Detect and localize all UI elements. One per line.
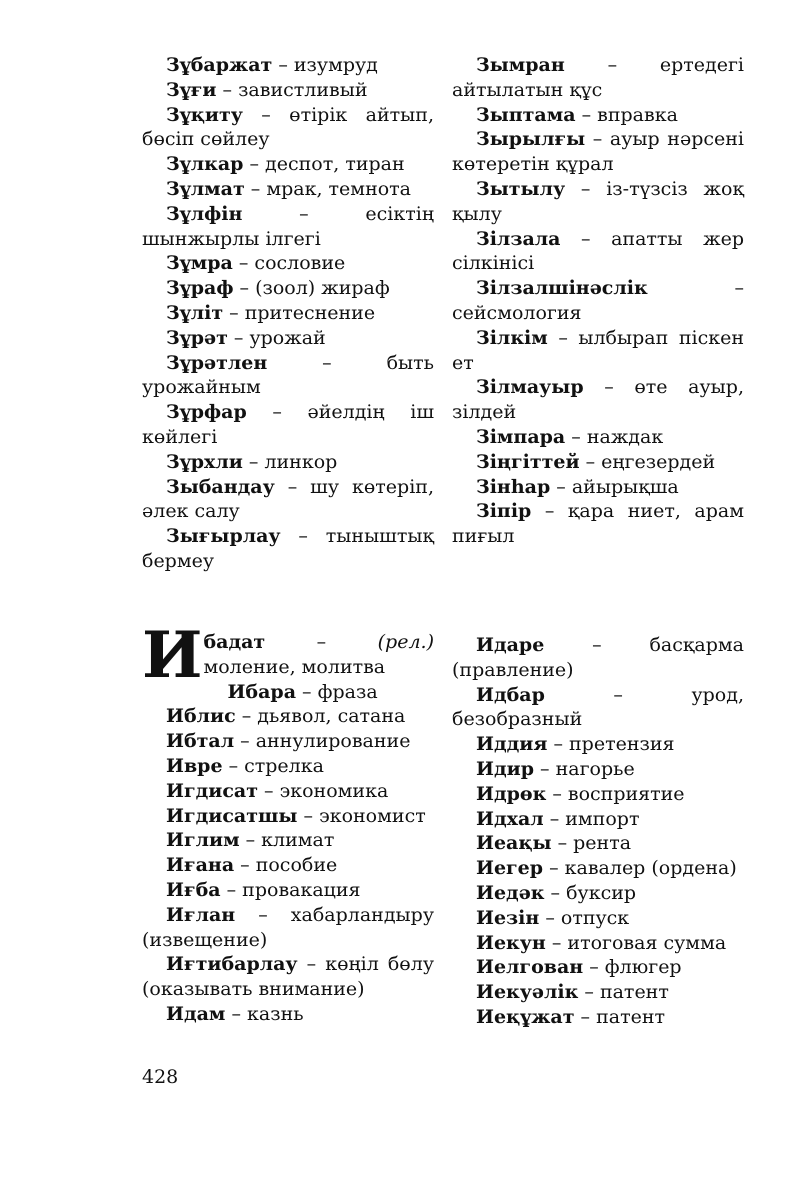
dictionary-entry: [142, 754, 434, 779]
entry-definition: – экономика: [258, 779, 389, 802]
dictionary-entry: [142, 952, 434, 1002]
dictionary-entry: [452, 807, 744, 832]
dictionary-entry: [452, 127, 744, 177]
entry-headword: Зұрхли: [166, 450, 243, 473]
entry-headword: Зұрәтлен: [166, 351, 268, 374]
entry-headword: Иғтибарлау: [166, 953, 298, 976]
dictionary-entry: [452, 177, 744, 227]
dictionary-entry: [452, 633, 744, 683]
entry-headword: Зұғи: [166, 78, 217, 101]
dictionary-entry: [452, 955, 744, 980]
dictionary-entry: [142, 704, 434, 729]
entry-definition: – еңгезердей: [579, 450, 716, 473]
entry-headword: Ибтал: [166, 730, 235, 753]
entry-headword: Ивре: [166, 754, 223, 777]
dictionary-entry: [452, 906, 744, 931]
dictionary-entry: [452, 450, 744, 475]
entry-headword: Иекуәлік: [476, 981, 579, 1004]
entry-headword: Идбар: [476, 683, 545, 706]
dictionary-entry: [142, 524, 434, 574]
entry-headword: Зұраф: [166, 277, 234, 300]
entry-definition: – буксир: [544, 881, 637, 904]
entry-definition: – шу көтеріп, әлек салу: [142, 475, 434, 523]
entry-definition: – есіктің шынжырлы ілгегі: [142, 202, 434, 250]
dictionary-entry: [452, 1005, 744, 1030]
dictionary-entry: [142, 400, 434, 450]
entry-definition: – притеснение: [223, 301, 376, 324]
entry-headword: Идхал: [476, 807, 544, 830]
entry-headword: Иеқұжат: [476, 1005, 575, 1028]
dictionary-entry: [142, 779, 434, 804]
section-i-left-column: [142, 618, 434, 1027]
page-number: 428: [142, 1066, 179, 1088]
top-right-column: [452, 53, 744, 549]
entry-definition: – мрак, темнота: [244, 177, 412, 200]
dictionary-entry: [452, 227, 744, 277]
entry-definition: – нагорье: [534, 757, 635, 780]
entry-headword: Иелгован: [476, 956, 584, 979]
entry-dash: –: [265, 631, 378, 653]
dictionary-entry: [142, 301, 434, 326]
dictionary-entry: [142, 903, 434, 953]
entry-headword: Зытылу: [476, 177, 566, 200]
entry-definition: – ертедегі айтылатын құс: [452, 54, 744, 101]
entry-definition: – қара ниет, арам пиғыл: [452, 500, 744, 548]
entry-definition: – урожай: [227, 326, 326, 349]
entry-headword: Идир: [476, 757, 534, 780]
entry-definition: – із-түзсіз жоқ қылу: [452, 177, 744, 225]
dictionary-entry: [142, 326, 434, 351]
entry-definition: – изумруд: [272, 54, 378, 76]
dictionary-entry: [142, 853, 434, 878]
dictionary-entry: [452, 831, 744, 856]
entry-headword: Иғлан: [166, 903, 236, 926]
entry-definition: – провакация: [220, 878, 361, 901]
dictionary-entry: [142, 828, 434, 853]
entry-definition: – ылбырап піскен ет: [452, 326, 744, 374]
entry-definition: – дьявол, сатана: [235, 705, 406, 728]
entry-headword: Зілзала: [476, 227, 561, 250]
entry-headword: Зіңгіттей: [476, 450, 580, 473]
entry-headword: Иғана: [166, 854, 235, 877]
entry-definition: – фраза: [296, 680, 378, 703]
entry-headword: Зұрәт: [166, 326, 228, 349]
entry-headword: Зұліт: [166, 301, 224, 324]
entry-headword: Зұбаржат: [166, 54, 273, 76]
entry-list: [142, 680, 434, 1027]
entry-label: (рел.): [377, 631, 434, 653]
entry-definition: – аннулирование: [234, 730, 411, 753]
entry-headword: Зілкім: [476, 326, 548, 349]
entry-headword: Зімпара: [476, 425, 566, 448]
entry-definition: – сословие: [232, 252, 346, 275]
entry-headword: Зұмра: [166, 252, 233, 275]
dictionary-entry: [142, 251, 434, 276]
entry-definition: – экономист: [297, 804, 426, 827]
dictionary-entry: [452, 732, 744, 757]
entry-definition: – казнь: [225, 1002, 304, 1025]
entry-definition: – отпуск: [539, 906, 630, 929]
dictionary-entry: [142, 276, 434, 301]
dictionary-entry: [452, 326, 744, 376]
entry-definition: – вправка: [575, 103, 678, 126]
dictionary-entry: [452, 856, 744, 881]
entry-definition: – урод, безобразный: [452, 683, 744, 731]
entry-definition: – өте ауыр, зілдей: [452, 376, 744, 424]
dictionary-entry: [452, 980, 744, 1005]
dictionary-entry: [142, 1002, 434, 1027]
entry-definition: – сейсмология: [452, 277, 744, 324]
entry-definition: – апатты жер сілкінісі: [452, 227, 744, 275]
entry-headword: Игдисат: [166, 779, 259, 802]
entry-headword: Иблис: [166, 705, 236, 728]
dictionary-entry: [142, 202, 434, 252]
entry-definition: – флюгер: [583, 956, 682, 979]
entry-headword: Зінһар: [476, 475, 551, 498]
entry-definition: – линкор: [242, 450, 338, 473]
entry-headword: Зыптама: [476, 103, 576, 126]
entry-headword: Зырылғы: [476, 128, 586, 151]
dictionary-entry: [142, 804, 434, 829]
dictionary-entry: [452, 881, 744, 906]
entry-definition: – восприятие: [546, 782, 685, 805]
entry-headword: Зілмауыр: [476, 376, 584, 399]
dictionary-entry: [142, 878, 434, 903]
entry-definition: – быть урожайным: [142, 351, 434, 399]
entry-headword: Зұлмат: [166, 177, 245, 200]
entry-definition: – завистливый: [216, 78, 368, 101]
entry-headword: Иддия: [476, 733, 548, 756]
dictionary-entry: [142, 177, 434, 202]
entry-headword: Зіпір: [476, 500, 532, 523]
dictionary-entry: [452, 782, 744, 807]
entry-definition: – ауыр нәрсені көтеретін құрал: [452, 128, 744, 176]
dictionary-entry: [142, 475, 434, 525]
section-drop-cap: И: [142, 618, 203, 693]
dictionary-entry: [452, 499, 744, 549]
dictionary-entry: [142, 53, 434, 78]
entry-headword: Зілзалшінәслік: [476, 277, 648, 300]
dictionary-entry: [452, 276, 744, 326]
entry-definition: – (зоол) жираф: [233, 277, 390, 300]
entry-headword: Зұлкар: [166, 153, 244, 176]
entry-headword: Зығырлау: [166, 525, 281, 548]
entry-definition: – өтірік айтып, бөсіп сөйлеу: [142, 103, 434, 151]
entry-definition: – рента: [551, 832, 632, 855]
dictionary-entry: [452, 683, 744, 733]
entry-definition: – кавалер (ордена): [543, 857, 737, 880]
entry-headword: Ибара: [227, 680, 297, 703]
entry-headword: Иглим: [166, 829, 240, 852]
entry-definition: – деспот, тиран: [243, 153, 405, 176]
entry-definition: – айырықша: [550, 475, 679, 498]
entry-headword: Зұрфар: [166, 401, 247, 424]
entry-headword: Идам: [166, 1002, 226, 1025]
entry-headword: Иезін: [476, 906, 540, 929]
entry-definition: – климат: [239, 829, 335, 852]
entry-headword: Идаре: [476, 634, 545, 656]
entry-headword: Зымран: [476, 54, 565, 76]
section-i-right-column: [452, 633, 744, 1030]
entry-definition: – басқарма (правление): [452, 634, 744, 681]
dictionary-entry: [142, 729, 434, 754]
dictionary-entry: [452, 375, 744, 425]
entry-headword: Зұлфін: [166, 202, 243, 225]
entry-definition: – көңіл бөлу (оказывать внимание): [142, 953, 434, 1001]
entry-headword: Иекун: [476, 931, 546, 954]
entry-headword: Игдисатшы: [166, 804, 298, 827]
dictionary-entry: [452, 53, 744, 103]
dictionary-entry: [452, 931, 744, 956]
entry-headword: Идрөк: [476, 782, 547, 805]
entry-headword: Иғба: [166, 878, 221, 901]
dictionary-entry: [142, 152, 434, 177]
entry-headword: Иеақы: [476, 832, 552, 855]
dictionary-entry: [142, 78, 434, 103]
entry-headword: Иедәк: [476, 881, 545, 904]
dictionary-entry: [452, 757, 744, 782]
dictionary-entry: [142, 351, 434, 401]
dictionary-entry: [142, 450, 434, 475]
dictionary-entry: [452, 425, 744, 450]
entry-definition: – патент: [574, 1005, 666, 1028]
entry-definition: – наждак: [565, 425, 664, 448]
entry-definition: – әйелдің іш көйлегі: [142, 401, 434, 448]
dictionary-entry: [142, 103, 434, 153]
entry-definition: моление, молитва: [203, 655, 386, 678]
entry-definition: – пособие: [234, 854, 338, 877]
entry-headword: Зұқиту: [166, 103, 243, 126]
top-left-column: [142, 53, 434, 574]
entry-definition: – тыныштық бермеу: [142, 525, 434, 572]
entry-headword: бадат: [203, 631, 266, 653]
dictionary-entry: [452, 103, 744, 128]
entry-definition: – претензия: [547, 733, 675, 756]
entry-headword: Иегер: [476, 857, 544, 880]
dictionary-entry: [452, 475, 744, 500]
entry-definition: – хабарландыру (извещение): [142, 903, 434, 951]
entry-definition: – импорт: [543, 807, 640, 830]
entry-headword: Зыбандау: [166, 475, 275, 498]
entry-definition: – итоговая сумма: [545, 931, 727, 954]
entry-definition: – стрелка: [222, 754, 324, 777]
entry-definition: – патент: [578, 981, 669, 1004]
